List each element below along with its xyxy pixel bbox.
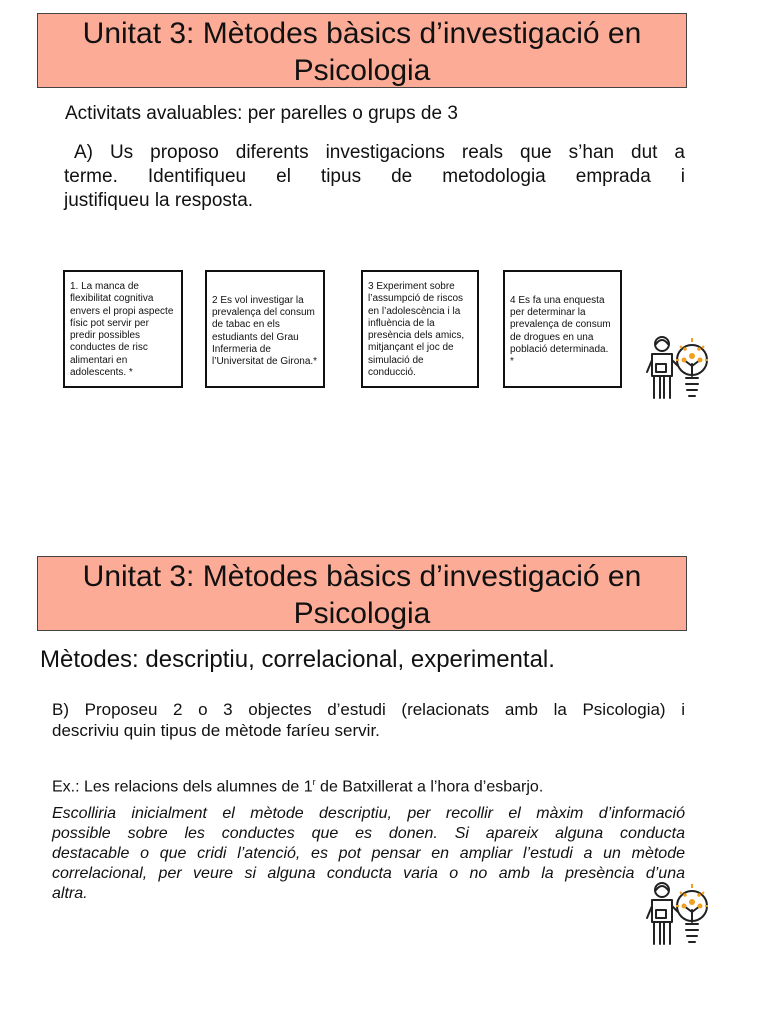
research-card-2-text: 2 Es vol investigar la prevalença del consum de tabac en els estudiants del Grau Infermeria de l’Universitat de Girona.* <box>212 294 318 368</box>
example-answer-paragraph <box>52 804 685 904</box>
activity-b-line2: descriviu quin tipus de mètode faríeu servir. <box>52 721 380 740</box>
slide1-title-line2: Psicologia <box>293 54 431 87</box>
answer-line3: destacable o que cridi l’atenció, es pot pensar en ampliar l’estudi a un mètode <box>52 845 685 862</box>
answer-line1: Escolliria inicialment el mètode descriptiu, per recollir el màxim d’informació <box>52 805 685 822</box>
research-card-4-text: 4 Es fa una enquesta per determinar la prevalença de consum de drogues en una població determinada. * <box>510 294 611 368</box>
answer-line4: correlacional, per veure si alguna conducta varia o no amb la presència d’una <box>52 865 685 882</box>
research-card-4 <box>503 270 622 388</box>
methods-heading: Mètodes: descriptiu, correlacional, experimental. <box>40 646 555 673</box>
slide1-title <box>37 13 687 88</box>
activity-a-paragraph <box>64 141 685 213</box>
activity-b-paragraph <box>52 699 685 741</box>
example-superscript: r <box>312 777 316 787</box>
slide1-title-line1: Unitat 3: Mètodes bàsics d’investigació en <box>82 17 642 50</box>
research-card-2 <box>205 270 325 388</box>
researcher-idea-icon <box>644 334 712 402</box>
researcher-idea-icon <box>644 880 712 948</box>
activity-a-line1: A) Us proposo diferents investigacions reals que s’han dut a <box>74 142 685 163</box>
slide2-title <box>37 556 687 631</box>
activity-a-line3: justifiqueu la resposta. <box>64 190 254 211</box>
activity-b-line1: B) Proposeu 2 o 3 objectes d’estudi (relacionats amb la Psicologia) i <box>52 700 685 719</box>
activities-subtitle: Activitats avaluables: per parelles o grups de 3 <box>65 103 458 124</box>
answer-line5: altra. <box>52 885 88 902</box>
research-card-3: 3 Experiment sobre l’assumpció de riscos en l’adolescència i la influència de la presència dels amics, mitjançant el joc de simulació de conducció. <box>361 270 479 388</box>
example-text-after: de Batxillerat a l’hora d’esbarjo. <box>315 778 544 796</box>
activity-a-line2: terme. Identifiqueu el tipus de metodologia emprada i <box>64 166 685 187</box>
slide2-title-line2: Psicologia <box>293 597 431 630</box>
slide2-title-line1: Unitat 3: Mètodes bàsics d’investigació en <box>82 560 642 593</box>
research-card-1: 1. La manca de flexibilitat cognitiva envers el propi aspecte físic pot servir per predir possibles conductes de risc alimentari en adolescents. * <box>63 270 183 388</box>
example-line <box>52 777 543 796</box>
answer-line2: possible sobre les conductes que es donen. Si apareix alguna conducta <box>52 825 685 842</box>
example-text-before: Ex.: Les relacions dels alumnes de 1 <box>52 778 313 796</box>
